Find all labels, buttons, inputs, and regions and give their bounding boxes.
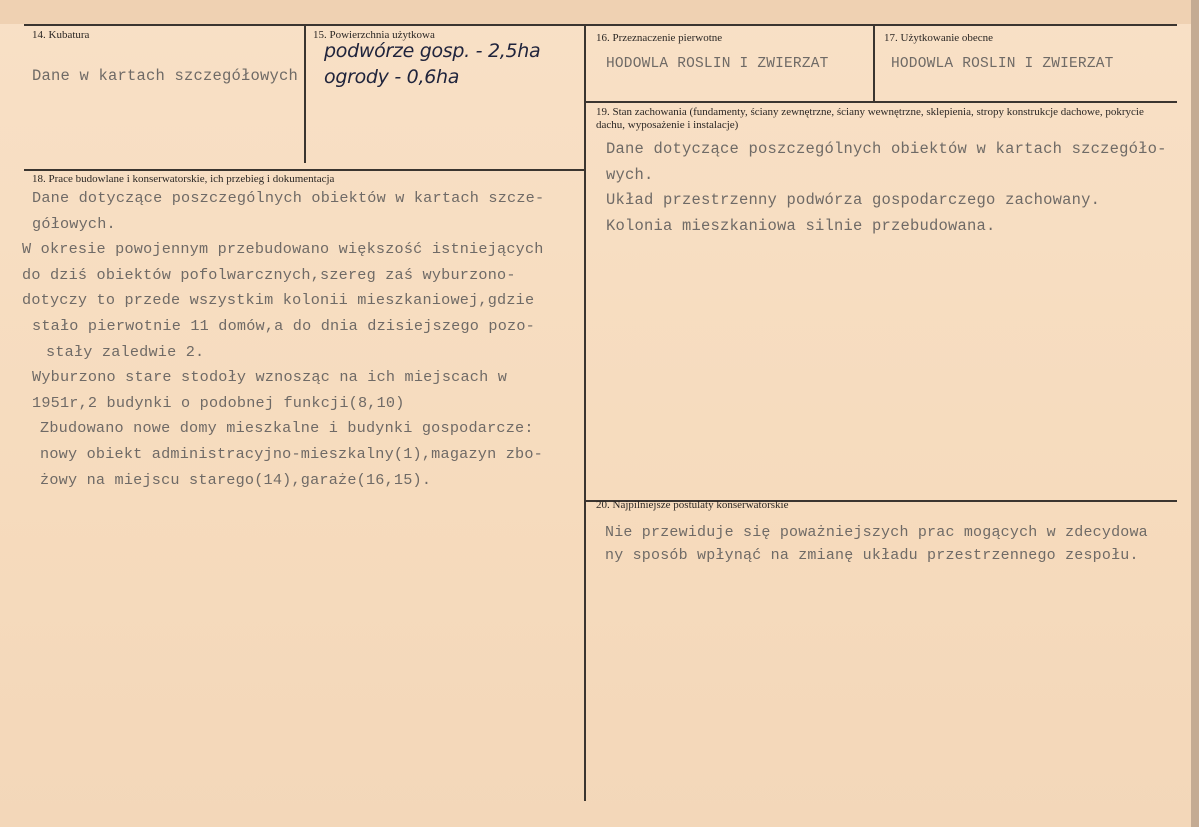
field-20-line: ny sposób wpłynąć na zmianę układu przestrzennego zespołu. — [605, 547, 1139, 564]
field-20-line: Nie przewiduje się poważniejszych prac mogących w zdecydowa — [605, 524, 1148, 541]
field-18-line: stało pierwotnie 11 domów,a do dnia dzisiejszego pozo- — [32, 316, 535, 335]
field-18-text — [22, 188, 544, 495]
field-15-hand-line-2: ogrody - 0,6ha — [324, 66, 460, 88]
divider-left-right — [584, 25, 586, 801]
field-15-hand-line-1: podwórze gosp. - 2,5ha — [324, 40, 541, 62]
field-18-line: dotyczy to przede wszystkim kolonii mieszkaniowej,gdzie — [22, 291, 535, 310]
field-16-label: 16. Przeznaczenie pierwotne — [596, 32, 723, 44]
field-20-text — [605, 522, 1148, 568]
divider-16-17 — [873, 25, 875, 101]
field-18-line: nowy obiekt administracyjno-mieszkalny(1),magazyn zbo- — [40, 444, 543, 463]
field-18-line: żowy na miejscu starego(14),garaże(16,15). — [40, 470, 432, 489]
field-15-label: 15. Powierzchnia użytkowa — [313, 29, 435, 41]
field-17-value: HODOWLA ROSLIN I ZWIERZAT — [891, 56, 1114, 72]
field-17-label: 17. Użytkowanie obecne — [884, 32, 994, 44]
field-14-value: Dane w kartach szczegółowych — [32, 67, 299, 85]
field-19-line: Kolonia mieszkaniowa silnie przebudowana. — [606, 216, 996, 235]
field-19-line: Dane dotyczące poszczególnych obiektów w kartach szczegóło- — [606, 140, 1167, 158]
rule-above-18 — [24, 169, 585, 171]
field-19-label: 19. Stan zachowania (fundamenty, ściany zewnętrzne, ściany wewnętrzne, sklepienia, stropy konstrukcje dachowe, pokrycie dachu, wyposażenie i instalacje) — [596, 106, 1144, 131]
field-14-label: 14. Kubatura — [32, 29, 90, 41]
field-18-line: 1951r,2 budynki o podobnej funkcji(8,10) — [32, 393, 405, 412]
field-20-label: 20. Najpilniejsze postulaty konserwatorskie — [596, 499, 789, 511]
field-19-text — [606, 139, 1167, 241]
field-18-label: 18. Prace budowlane i konserwatorskie, ich przebieg i dokumentacja — [32, 173, 335, 185]
field-18-line: W okresie powojennym przebudowano większość istniejących — [22, 240, 544, 259]
field-19-line: Układ przestrzenny podwórza gospodarczego zachowany. — [606, 191, 1101, 210]
divider-14-15 — [304, 25, 306, 163]
field-16-value: HODOWLA ROSLIN I ZWIERZAT — [606, 56, 829, 72]
field-18-line: do dziś obiektów pofolwarcznych,szereg zaś wyburzono- — [22, 265, 516, 284]
rule-above-19 — [586, 101, 1177, 103]
field-18-line: Zbudowano nowe domy mieszkalne i budynki gospodarcze: — [40, 419, 534, 438]
field-18-line: stały zaledwie 2. — [46, 342, 205, 361]
field-18-line: Dane dotyczące poszczególnych obiektów w kartach szcze- — [32, 189, 545, 207]
field-19-line: wych. — [606, 165, 654, 184]
field-18-line: Wyburzono stare stodoły wznosząc na ich miejscach w — [32, 368, 508, 387]
top-rule — [24, 24, 1177, 26]
card-top-edge — [0, 0, 1199, 24]
card-right-edge — [1191, 0, 1199, 827]
field-18-line: gółowych. — [32, 214, 116, 233]
